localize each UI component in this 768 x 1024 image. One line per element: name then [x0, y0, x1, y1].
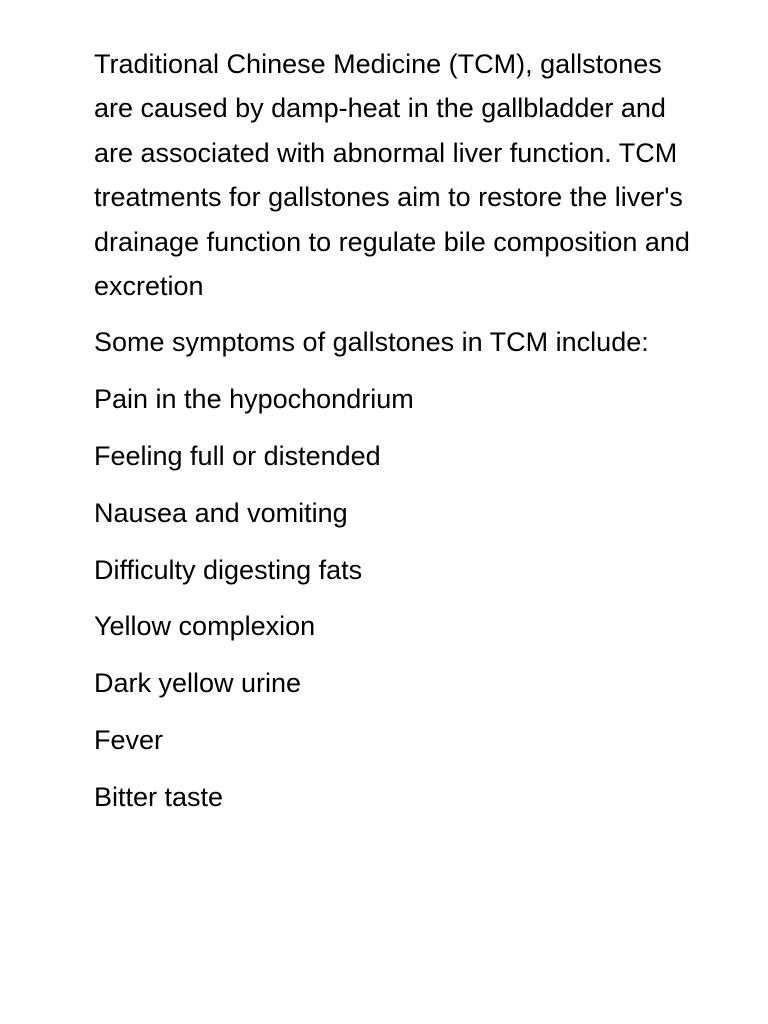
symptom-item: Dark yellow urine — [94, 668, 302, 699]
symptoms-heading: Some symptoms of gallstones in TCM include: — [94, 327, 649, 358]
symptom-list — [94, 377, 704, 820]
document-page — [94, 42, 704, 832]
symptom-item: Feeling full or distended — [94, 440, 381, 471]
symptom-item: Nausea and vomiting — [94, 497, 348, 528]
symptom-item: Pain in the hypochondrium — [94, 383, 414, 414]
symptom-item: Yellow complexion — [94, 611, 316, 642]
symptom-item: Difficulty digesting fats — [94, 554, 363, 585]
symptom-item: Bitter taste — [94, 782, 224, 813]
symptom-item: Fever — [94, 725, 164, 756]
intro-paragraph: Traditional Chinese Medicine (TCM), gallstones are caused by damp-heat in the gallbladder and are associated with abnormal liver function. TCM treatments for gallstones aim to restore the liver's drainage function to regulate bile composition and excretion — [94, 49, 690, 302]
